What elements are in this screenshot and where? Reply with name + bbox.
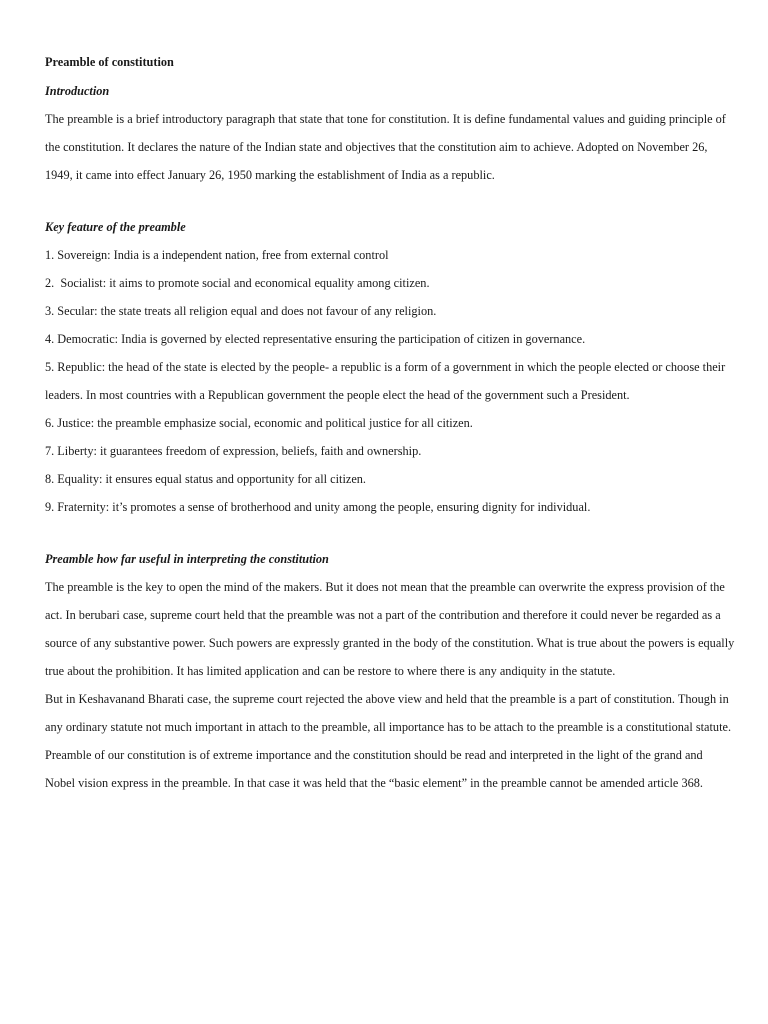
- feature-item-secular: 3. Secular: the state treats all religion equal and does not favour of any religion.: [45, 304, 437, 318]
- introduction-paragraph: The preamble is a brief introductory paragraph that state that tone for constitution. It is define fundamental values and guiding principle of the constitution. It declares the nature of the Indian state and objectives that the constitution aim to achieve. Adopted on November 26, 1949, it came into effect January 26, 1950 marking the establishment of India as a republic.: [45, 112, 726, 182]
- interpretation-heading: Preamble how far useful in interpreting the constitution: [45, 552, 329, 566]
- section-spacer: [45, 189, 735, 217]
- key-features-heading: Key feature of the preamble: [45, 220, 186, 234]
- feature-item-justice: 6. Justice: the preamble emphasize social, economic and political justice for all citizen.: [45, 416, 473, 430]
- feature-item-socialist: 2. Socialist: it aims to promote social and economical equality among citizen.: [45, 276, 430, 290]
- interpretation-paragraph-berubari: The preamble is the key to open the mind of the makers. But it does not mean that the preamble can overwrite the express provision of the act. In berubari case, supreme court held that the preamble was not a part of the contribution and therefore it could never be regarded as a source of any substantive power. Such powers are expressly granted in the body of the constitution. What is true about the powers is equally true about the prohibition. It has limited application and can be restore to where there is any andiquity in the statute.: [45, 580, 735, 678]
- introduction-heading: Introduction: [45, 84, 110, 98]
- feature-item-liberty: 7. Liberty: it guarantees freedom of expression, beliefs, faith and ownership.: [45, 444, 422, 458]
- feature-item-equality: 8. Equality: it ensures equal status and opportunity for all citizen.: [45, 472, 367, 486]
- key-features-list: [45, 241, 735, 521]
- document-page: [45, 52, 735, 797]
- feature-item-republic: 5. Republic: the head of the state is elected by the people- a republic is a form of a government in which the people elected or choose their leaders. In most countries with a Republican government the people elect the head of the government such a President.: [45, 360, 729, 402]
- feature-item-fraternity: 9. Fraternity: it’s promotes a sense of brotherhood and unity among the people, ensuring dignity for individual.: [45, 500, 591, 514]
- interpretation-paragraph-keshavanand: But in Keshavanand Bharati case, the supreme court rejected the above view and held that the preamble is a part of constitution. Though in any ordinary statute not much important in attach to the preamble, all importance has to be attach to the preamble is a constitutional statute. Preamble of our constitution is of extreme importance and the constitution should be read and interpreted in the light of the grand and Nobel vision express in the preamble. In that case it was held that the “basic element” in the preamble cannot be amended article 368.: [45, 692, 732, 790]
- feature-item-sovereign: 1. Sovereign: India is a independent nation, free from external control: [45, 248, 389, 262]
- feature-item-democratic: 4. Democratic: India is governed by elected representative ensuring the participation of citizen in governance.: [45, 332, 586, 346]
- document-title: Preamble of constitution: [45, 55, 174, 69]
- section-spacer: [45, 521, 735, 549]
